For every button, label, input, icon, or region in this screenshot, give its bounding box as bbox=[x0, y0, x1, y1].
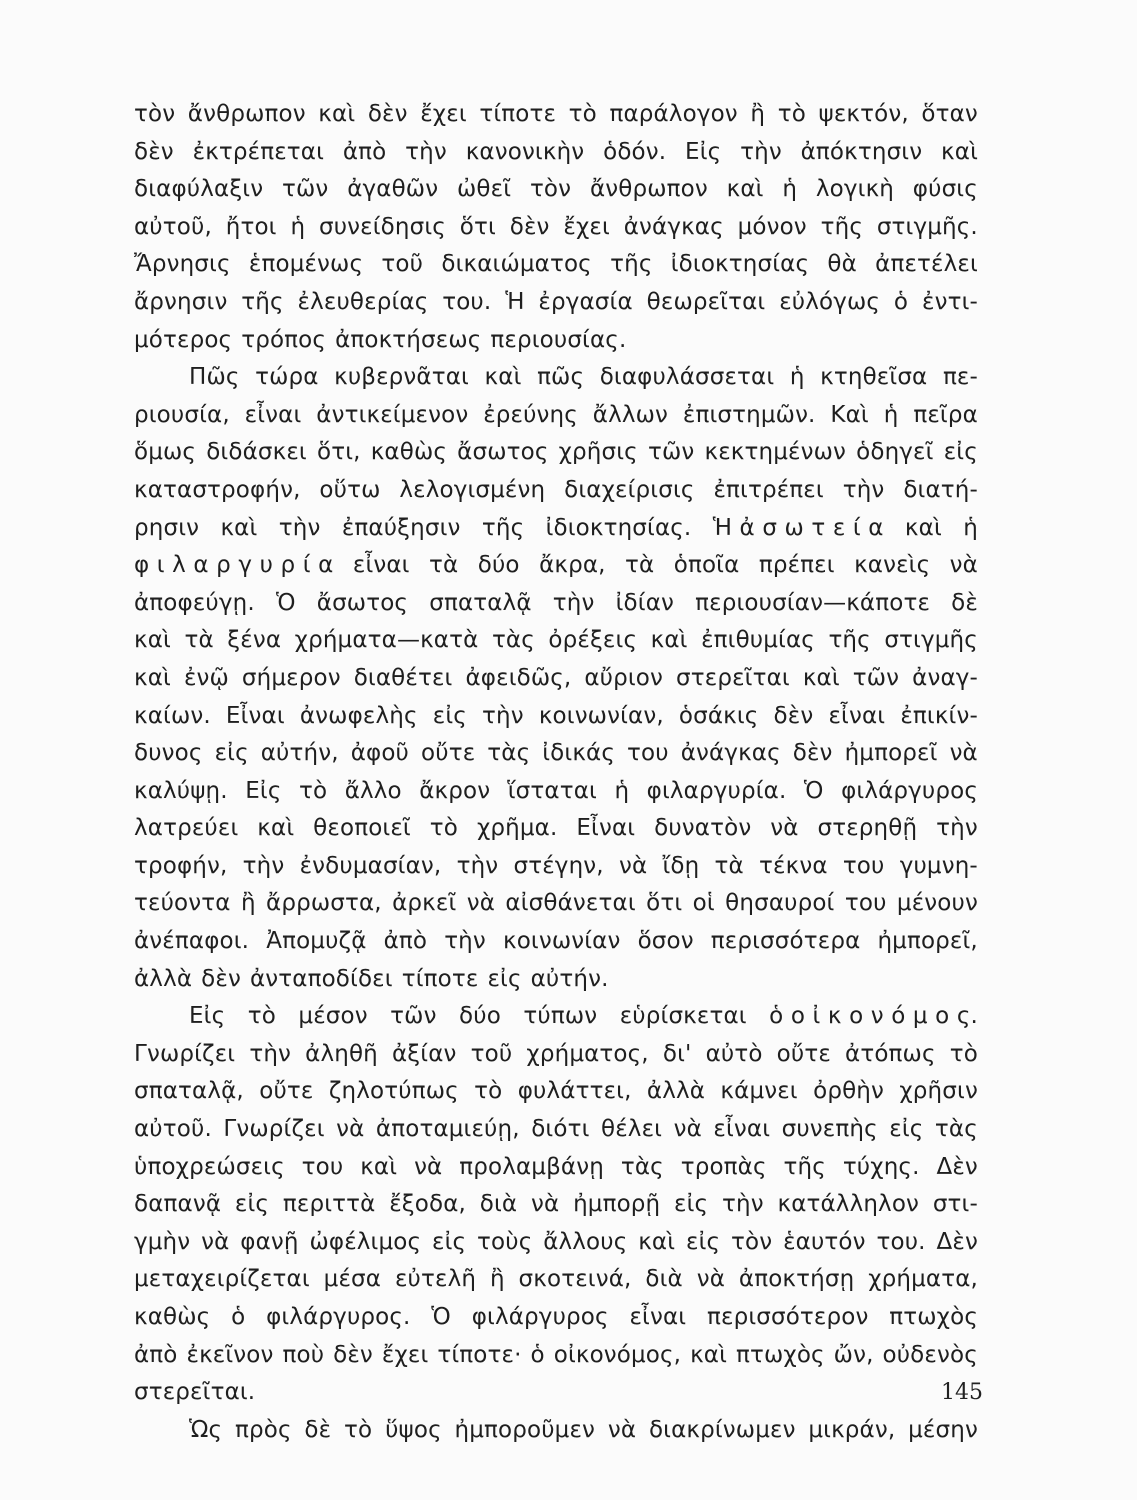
text-line: ριουσία, εἶναι ἀντικείμενον ἐρεύνης ἄλλων ἐπιστημῶν. Καὶ ἡ πεῖρα bbox=[134, 401, 978, 428]
text-line: Γνωρίζει τὴν ἀληθῆ ἀξίαν τοῦ χρήματος, δι' αὐτὸ οὔτε ἀτόπως τὸ bbox=[134, 1040, 978, 1067]
text-line: ἀπὸ ἐκεῖνον ποὺ δὲν ἔχει τίποτε· ὁ οἰκονόμος, καὶ πτωχὸς ὤν, οὐδενὸς bbox=[134, 1341, 978, 1368]
text-line: αὐτοῦ, ἤτοι ἡ συνείδησις ὅτι δὲν ἔχει ἀνάγκας μόνον τῆς στιγμῆς. bbox=[134, 213, 978, 240]
text-line: ὅμως διδάσκει ὅτι, καθὼς ἄσωτος χρῆσις τῶν κεκτημένων ὁδηγεῖ εἰς bbox=[134, 439, 978, 466]
text-line: μότερος τρόπος ἀποκτήσεως περιουσίας. bbox=[134, 326, 627, 353]
body-text bbox=[134, 96, 978, 1449]
text-line: δαπανᾷ εἰς περιττὰ ἔξοδα, διὰ νὰ ἠμπορῇ εἰς τὴν κατάλληλον στι- bbox=[134, 1191, 978, 1218]
text-line: καλύψῃ. Εἰς τὸ ἄλλο ἄκρον ἵσταται ἡ φιλαργυρία. Ὁ φιλάργυρος bbox=[134, 777, 978, 804]
text-line: καὶ ἐνῷ σήμερον διαθέτει ἀφειδῶς, αὔριον στερεῖται καὶ τῶν ἀναγ- bbox=[134, 664, 978, 691]
text-line: στερεῖται. bbox=[134, 1379, 256, 1406]
text-line: ἀποφεύγῃ. Ὁ ἄσωτος σπαταλᾷ τὴν ἰδίαν περιουσίαν—κάποτε δὲ bbox=[134, 589, 978, 616]
text-line: δυνος εἰς αὐτήν, ἀφοῦ οὔτε τὰς ἰδικάς του ἀνάγκας δὲν ἠμπορεῖ νὰ bbox=[134, 740, 978, 767]
text-line: σπαταλᾷ, οὔτε ζηλοτύπως τὸ φυλάττει, ἀλλὰ κάμνει ὀρθὴν χρῆσιν bbox=[134, 1078, 978, 1105]
text-line: Εἰς τὸ μέσον τῶν δύο τύπων εὑρίσκεται ὁ ο ἰ κ ο ν ό μ ο ς. bbox=[189, 1003, 978, 1030]
text-line: δὲν ἐκτρέπεται ἀπὸ τὴν κανονικὴν ὁδόν. Εἰς τὴν ἀπόκτησιν καὶ bbox=[134, 138, 978, 165]
text-line: ἀλλὰ δὲν ἀνταποδίδει τίποτε εἰς αὐτήν. bbox=[134, 965, 609, 992]
text-line: τεύοντα ἢ ἄρρωστα, ἀρκεῖ νὰ αἰσθάνεται ὅτι οἱ θησαυροί του μένουν bbox=[134, 890, 978, 917]
text-line: Ὡς πρὸς δὲ τὸ ὕψος ἠμποροῦμεν νὰ διακρίνωμεν μικράν, μέσην bbox=[189, 1416, 978, 1443]
text-line: φ ι λ α ρ γ υ ρ ί α εἶναι τὰ δύο ἄκρα, τὰ ὁποῖα πρέπει κανεὶς νὰ bbox=[134, 552, 978, 579]
text-line: τὸν ἄνθρωπον καὶ δὲν ἔχει τίποτε τὸ παράλογον ἢ τὸ ψεκτόν, ὅταν bbox=[134, 101, 978, 127]
text-line: καὶ τὰ ξένα χρήματα—κατὰ τὰς ὀρέξεις καὶ ἐπιθυμίας τῆς στιγμῆς bbox=[134, 627, 978, 654]
text-line: ἄρνησιν τῆς ἐλευθερίας του. Ἡ ἐργασία θεωρεῖται εὐλόγως ὁ ἐντι- bbox=[134, 288, 978, 315]
text-line: καθὼς ὁ φιλάργυρος. Ὁ φιλάργυρος εἶναι περισσότερον πτωχὸς bbox=[134, 1304, 978, 1330]
text-line: ὑποχρεώσεις του καὶ νὰ προλαμβάνῃ τὰς τροπὰς τῆς τύχης. Δὲν bbox=[134, 1153, 978, 1180]
text-line: αὐτοῦ. Γνωρίζει νὰ ἀποταμιεύῃ, διότι θέλει νὰ εἶναι συνεπὴς εἰς τὰς bbox=[134, 1116, 978, 1143]
text-line: λατρεύει καὶ θεοποιεῖ τὸ χρῆμα. Εἶναι δυνατὸν νὰ στερηθῇ τὴν bbox=[134, 815, 978, 842]
text-line: γμὴν νὰ φανῇ ὠφέλιμος εἰς τοὺς ἄλλους καὶ εἰς τὸν ἑαυτόν του. Δὲν bbox=[134, 1228, 978, 1255]
text-line: ἀνέπαφοι. Ἀπομυζᾷ ἀπὸ τὴν κοινωνίαν ὅσον περισσότερα ἠμπορεῖ, bbox=[134, 928, 978, 955]
text-line: καίων. Εἶναι ἀνωφελὴς εἰς τὴν κοινωνίαν, ὁσάκις δὲν εἶναι ἐπικίν- bbox=[134, 702, 978, 729]
page-number: 145 bbox=[941, 1380, 983, 1405]
text-line: καταστροφήν, οὕτω λελογισμένη διαχείρισις ἐπιτρέπει τὴν διατή- bbox=[134, 476, 978, 503]
text-line: μεταχειρίζεται μέσα εὐτελῆ ἢ σκοτεινά, διὰ νὰ ἀποκτήσῃ χρήματα, bbox=[134, 1266, 978, 1293]
text-line: Ἄρνησις ἑπομένως τοῦ δικαιώματος τῆς ἰδιοκτησίας θὰ ἀπετέλει bbox=[134, 251, 978, 278]
text-line: διαφύλαξιν τῶν ἀγαθῶν ὠθεῖ τὸν ἄνθρωπον καὶ ἡ λογικὴ φύσις bbox=[134, 176, 978, 203]
text-line: ρησιν καὶ τὴν ἐπαύξησιν τῆς ἰδιοκτησίας. Ἡ ἀ σ ω τ ε ί α καὶ ἡ bbox=[134, 514, 978, 541]
text-line: τροφήν, τὴν ἐνδυμασίαν, τὴν στέγην, νὰ ἴδῃ τὰ τέκνα του γυμνη- bbox=[134, 852, 978, 879]
text-line: Πῶς τώρα κυβερνᾶται καὶ πῶς διαφυλάσσεται ἡ κτηθεῖσα πε- bbox=[189, 364, 978, 391]
